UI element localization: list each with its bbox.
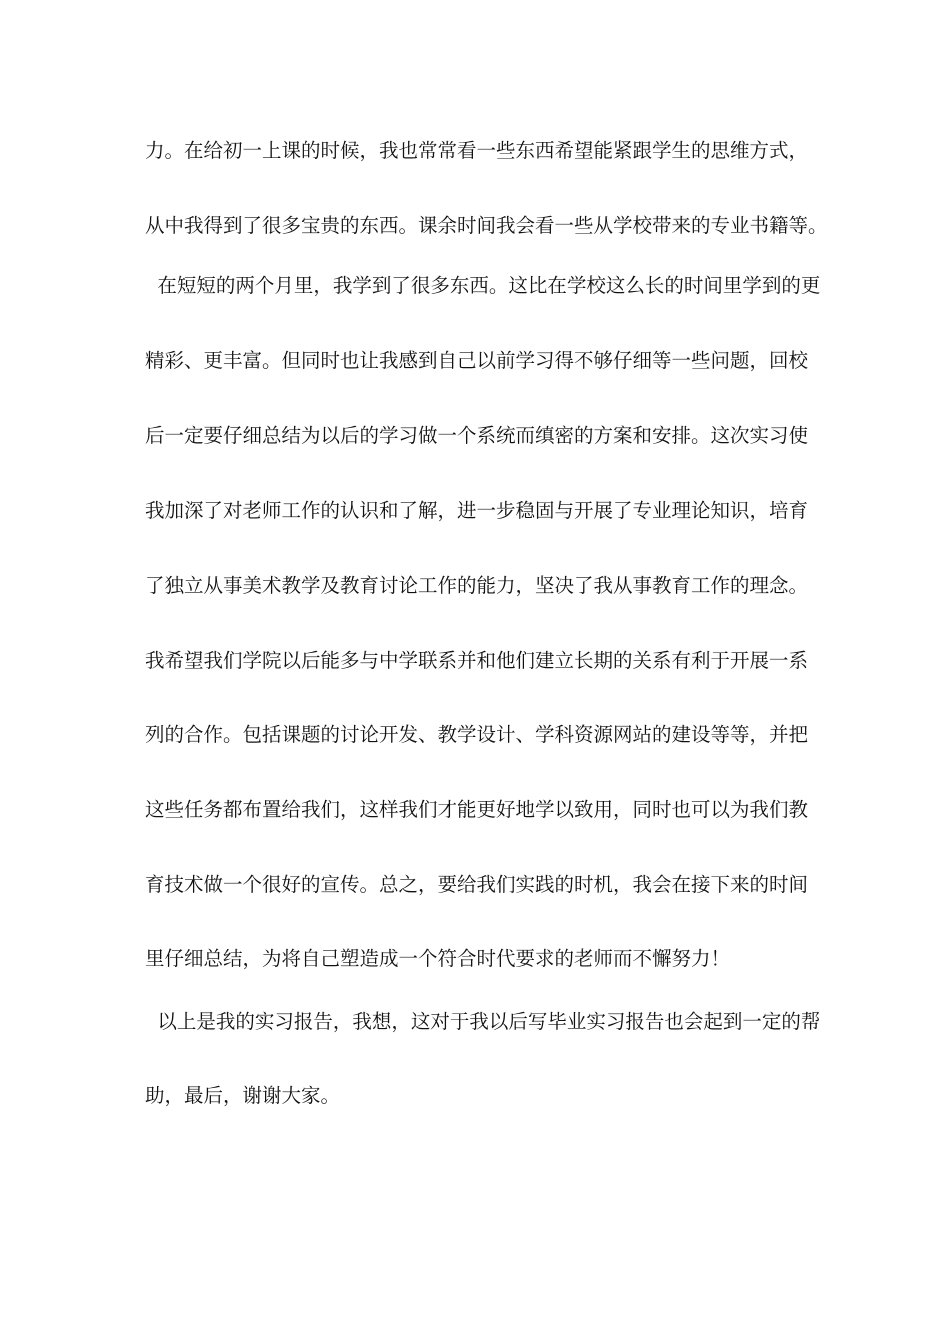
text-line: 里仔细总结，为将自己塑造成一个符合时代要求的老师而不懈努力！ [145, 947, 731, 970]
text-line: 从中我得到了很多宝贵的东西。课余时间我会看一些从学校带来的专业书籍等。 [145, 214, 828, 237]
text-line: 了独立从事美术教学及教育讨论工作的能力，坚决了我从事教育工作的理念。 [145, 574, 809, 597]
text-line: 以上是我的实习报告，我想，这对于我以后写毕业实习报告也会起到一定的帮 [145, 1010, 821, 1033]
text-line: 育技术做一个很好的宣传。总之，要给我们实践的时机，我会在接下来的时间 [145, 873, 809, 896]
text-line: 助，最后，谢谢大家。 [145, 1084, 341, 1107]
text-line: 列的合作。包括课题的讨论开发、教学设计、学科资源网站的建设等等，并把 [145, 723, 809, 746]
text-line: 力。在给初一上课的时候，我也常常看一些东西希望能紧跟学生的思维方式， [145, 139, 809, 162]
text-line: 这些任务都布置给我们，这样我们才能更好地学以致用，同时也可以为我们教 [145, 798, 809, 821]
text-line: 精彩、更丰富。但同时也让我感到自己以前学习得不够仔细等一些问题，回校 [145, 349, 809, 372]
text-line: 我希望我们学院以后能多与中学联系并和他们建立长期的关系有利于开展一系 [145, 649, 809, 672]
text-line: 在短短的两个月里，我学到了很多东西。这比在学校这么长的时间里学到的更 [145, 274, 821, 297]
text-line: 我加深了对老师工作的认识和了解，进一步稳固与开展了专业理论知识，培育 [145, 499, 809, 522]
text-line: 后一定要仔细总结为以后的学习做一个系统而缜密的方案和安排。这次实习使 [145, 424, 809, 447]
